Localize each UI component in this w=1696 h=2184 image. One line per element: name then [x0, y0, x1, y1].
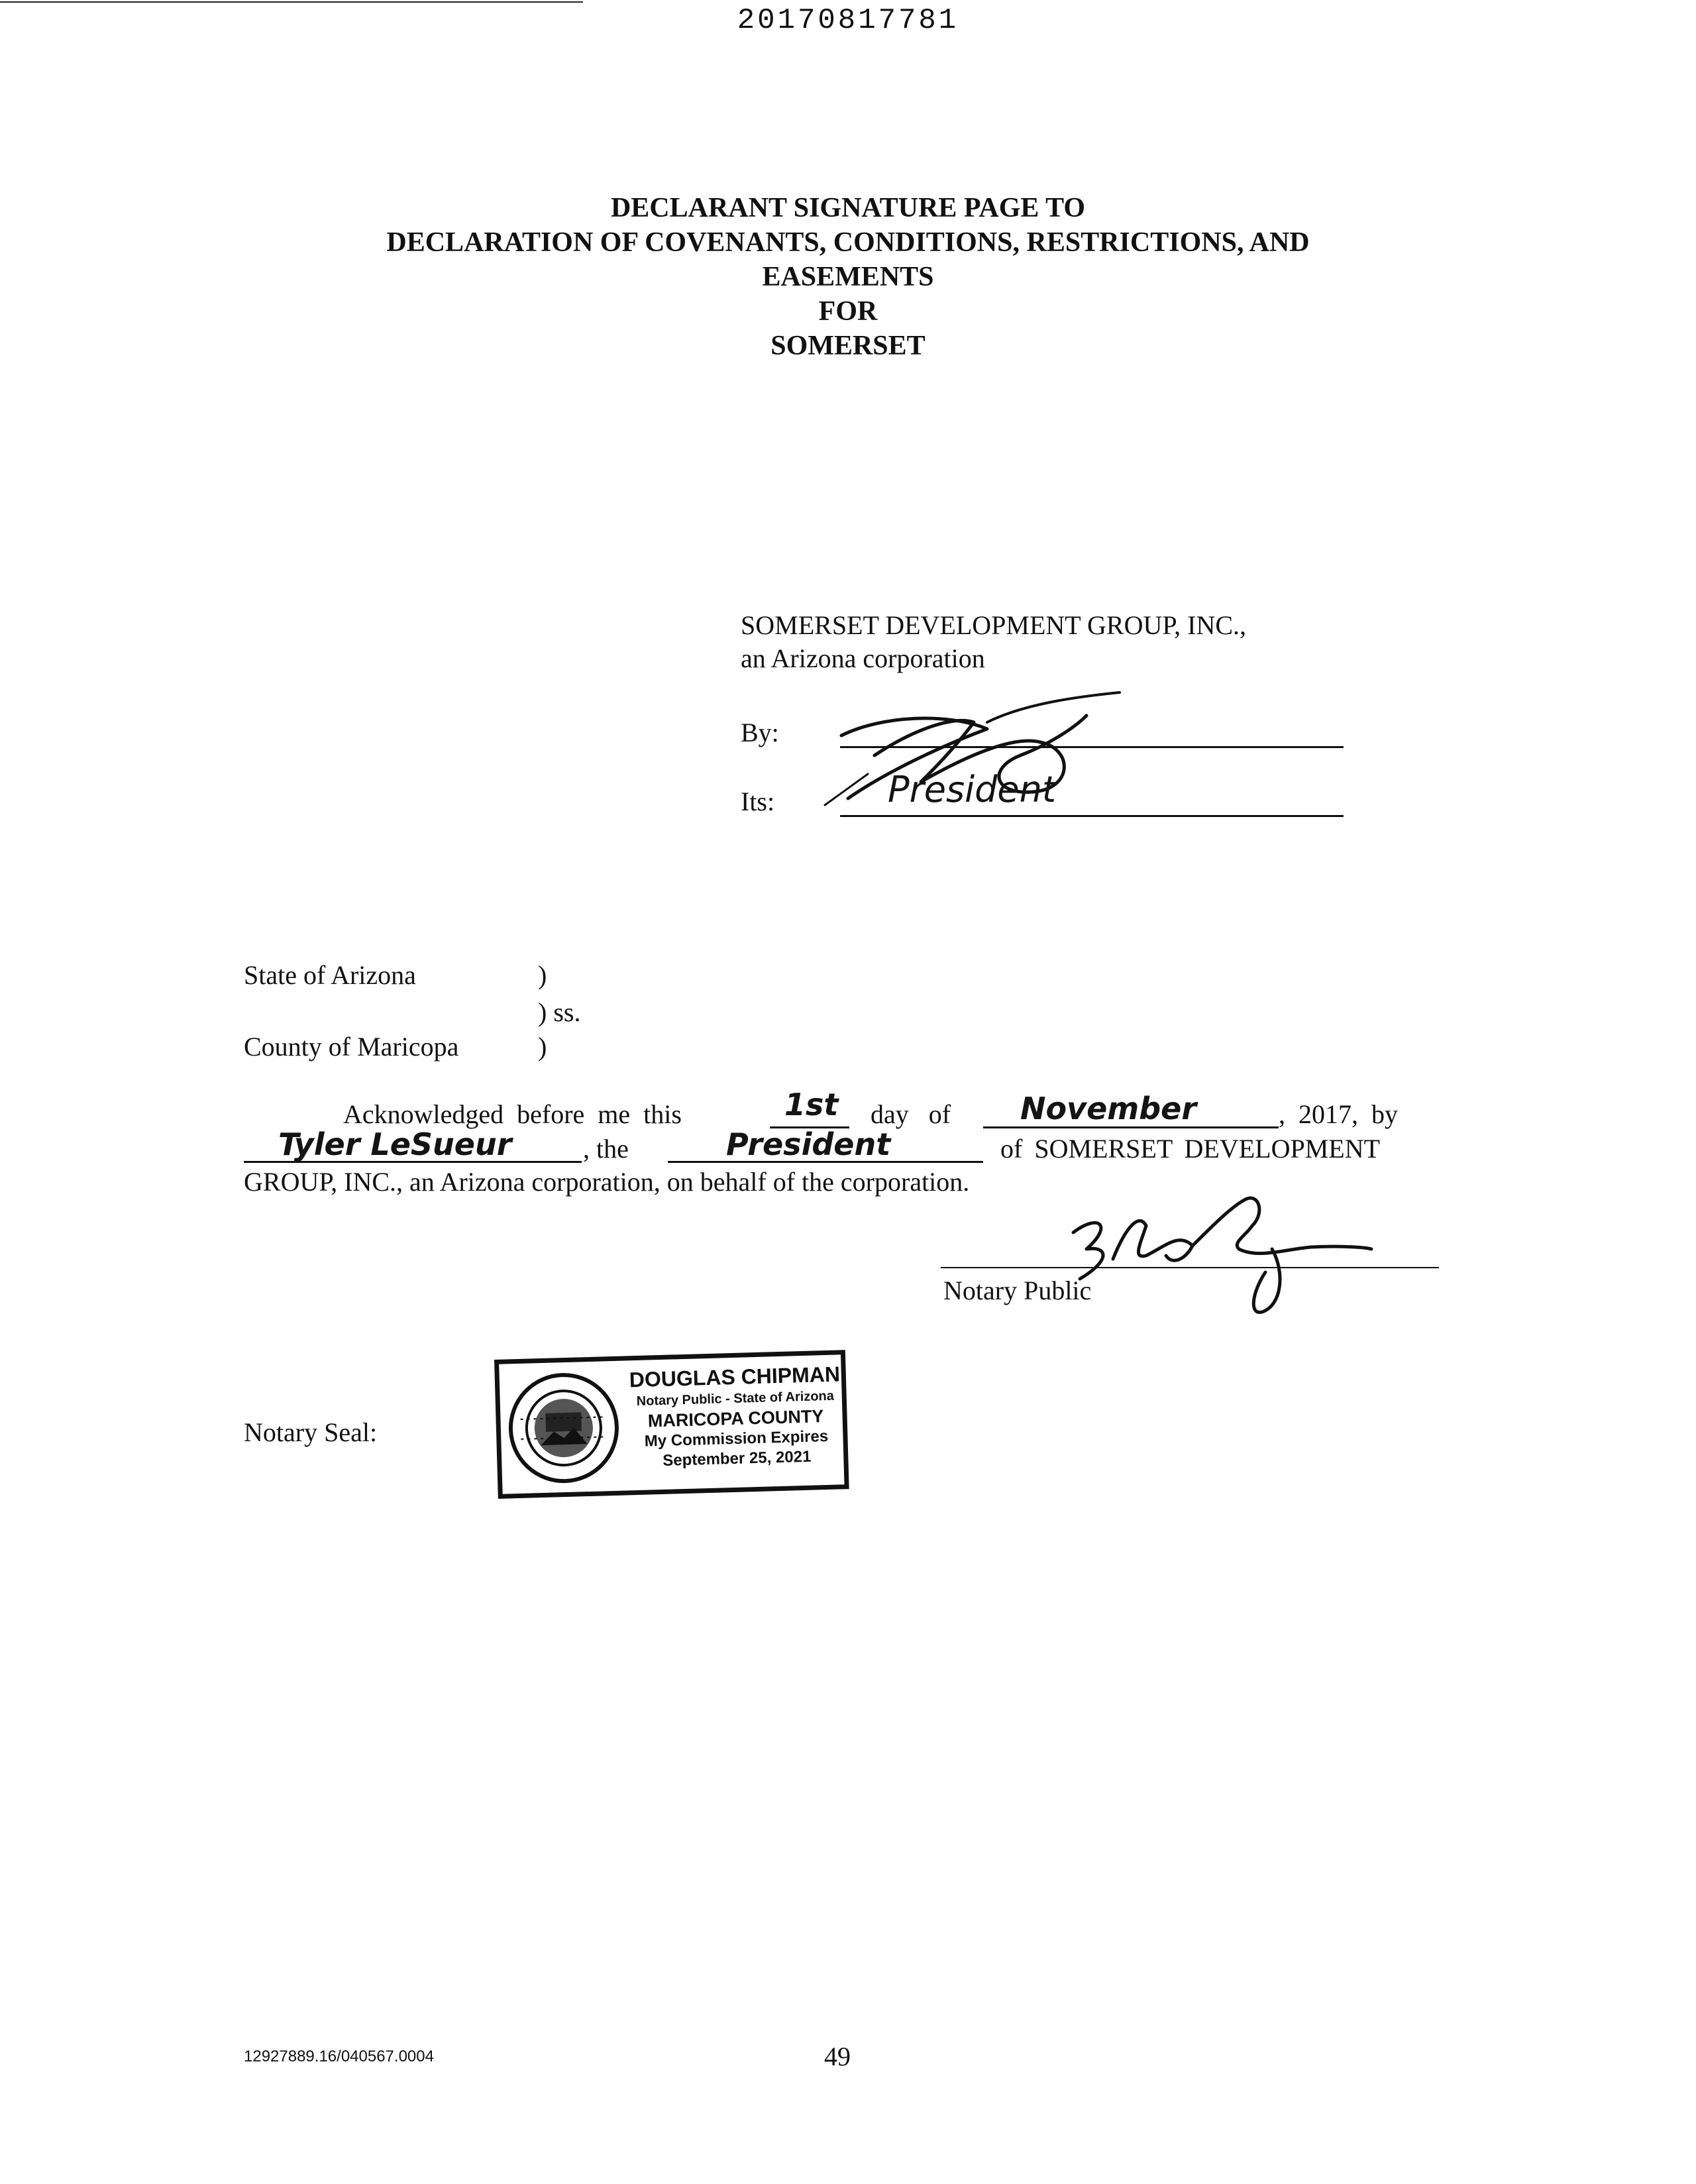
month-blank-line: [983, 1126, 1279, 1128]
by-label: By:: [741, 718, 779, 747]
pen-stroke-mark: [822, 769, 874, 808]
arizona-state-seal: [506, 1370, 622, 1486]
stamp-expiry: September 25, 2021: [662, 1447, 812, 1470]
stamp-commission: My Commission Expires: [644, 1427, 829, 1450]
title-line-5: SOMERSET: [770, 331, 926, 361]
stamp-notary-name: DOUGLAS CHIPMAN: [629, 1362, 841, 1392]
record-number: 20170817781: [737, 4, 959, 37]
month-handwritten: November: [1020, 1091, 1197, 1126]
title-handwritten: President: [726, 1126, 891, 1162]
page-number: 49: [824, 2042, 851, 2071]
stamp-county: MARICOPA COUNTY: [647, 1406, 824, 1431]
name-handwritten: Tyler LeSueur: [278, 1126, 512, 1162]
notary-seal-label: Notary Seal:: [244, 1417, 378, 1447]
notary-public-label: Notary Public: [943, 1276, 1092, 1305]
company-name: SOMERSET DEVELOPMENT GROUP, INC.,: [741, 610, 1247, 640]
day-handwritten: 1st: [784, 1087, 839, 1122]
its-title-line: [840, 815, 1344, 817]
its-label: Its:: [741, 787, 775, 816]
state-label: State of Arizona: [244, 960, 416, 990]
ack-the: , the: [583, 1134, 629, 1164]
stamp-line-2: Notary Public - State of Arizona: [636, 1388, 835, 1409]
ack-line1-start: Acknowledged before me this: [343, 1099, 682, 1129]
title-line-4: FOR: [818, 296, 878, 327]
page-title: [0, 191, 1696, 363]
county-label: County of Maricopa: [244, 1032, 459, 1062]
venue-paren-1: ): [538, 960, 547, 990]
stamp-text: [625, 1361, 846, 1472]
title-line-3: EASEMENTS: [762, 262, 934, 292]
ack-line3: GROUP, INC., an Arizona corporation, on behalf of the corporation.: [244, 1167, 970, 1197]
company-type: an Arizona corporation: [741, 643, 985, 673]
ack-day-of: day of: [871, 1099, 951, 1129]
title-line-2: DECLARATION OF COVENANTS, CONDITIONS, RESTRICTIONS, AND: [386, 227, 1310, 258]
ack-line2-end: of SOMERSET DEVELOPMENT: [1000, 1134, 1381, 1164]
venue-ss: ) ss.: [538, 997, 581, 1027]
venue-paren-3: ): [538, 1032, 547, 1062]
document-code: 12927889.16/040567.0004: [244, 2048, 434, 2065]
scan-edge-line: [0, 1, 583, 3]
ack-line1-end: , 2017, by: [1279, 1099, 1398, 1129]
title-line-1: DECLARANT SIGNATURE PAGE TO: [610, 193, 1086, 223]
its-title-handwritten: President: [888, 769, 1057, 810]
notary-stamp: [494, 1350, 849, 1499]
